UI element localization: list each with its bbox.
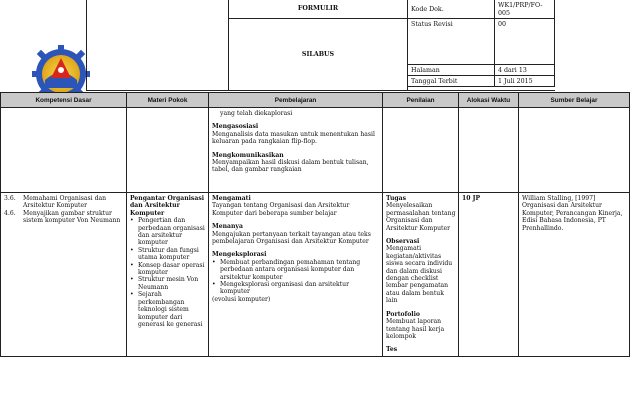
assessment-heading: Tes	[386, 346, 398, 354]
learning-text: Mengajukan pertanyaan terkait tayangan atau teks pembelajaran Organisasi dan Arsitektur Komputer	[212, 230, 371, 246]
table-row	[1, 193, 630, 357]
cell-alokasi: 10 JP	[459, 193, 519, 357]
column-header: Sumber Belajar	[519, 93, 630, 108]
learning-text: Menganalisis data masukan untuk menentukan hasil keluaran pada rangkaian flip-flop.	[212, 130, 375, 146]
cell-materi	[127, 193, 209, 357]
kd-item	[4, 195, 124, 210]
syllabus-table	[0, 92, 630, 357]
learning-text: yang telah diekaplorasi	[220, 110, 293, 117]
table-header-row	[1, 93, 630, 108]
assessment-heading: Observasi	[386, 238, 420, 246]
column-header: Materi Pokok	[127, 93, 209, 108]
learning-text: Menyampaikan hasil diskusi dalam bentuk tulisan, tabel, dan gambar rangkaian	[212, 159, 369, 174]
document-header	[86, 0, 555, 91]
header-value: 00	[495, 19, 555, 65]
header-label: Status Revisi	[408, 19, 495, 65]
header-label: Halaman	[408, 65, 495, 76]
logo-cell	[87, 0, 229, 91]
assessment-heading: Tugas	[386, 195, 407, 202]
kd-number: 3.6.	[4, 195, 16, 202]
list-item: • Membuat perbandingan pemahaman tentang perbedaan antara organisasi komputer dan arsitektur komputer	[212, 259, 380, 281]
column-header: Kompetensi Dasar	[1, 93, 127, 108]
assessment-text: Menyelesaikan permasalahan tentang Organisasi dan Arsitektur Komputer	[386, 202, 456, 232]
learning-text: (evolusi komputer)	[212, 295, 271, 303]
learning-heading: Mengkomunikasikan	[212, 151, 284, 159]
cell-penilaian	[383, 108, 459, 193]
header-label: Kode Dok.	[408, 0, 495, 19]
learning-heading: Mengeksplorasi	[212, 251, 267, 259]
header-value: WK1/PRP/FO-005	[495, 0, 555, 19]
list-item: • Konsep dasar operasi komputer	[130, 262, 206, 277]
materi-list	[130, 217, 206, 328]
assessment-heading: Portofolio	[386, 310, 420, 318]
column-header: Alokasi Waktu	[459, 93, 519, 108]
cell-kd	[1, 108, 127, 193]
header-value: 4 dari 13	[495, 65, 555, 76]
learning-heading: Menanya	[212, 223, 243, 231]
cell-materi	[127, 108, 209, 193]
syllabus-title: SILABUS	[229, 19, 408, 91]
learning-heading: Mengamati	[212, 195, 251, 202]
assessment-text: Mengamati kegiatan/aktivitas siswa secara individu dan dalam diskusi dengan checklist lembar pengamatan atau dalam bentuk lain	[386, 245, 453, 305]
cell-sumber	[519, 108, 630, 193]
header-value: 1 Juli 2015	[495, 76, 555, 87]
list-item: • Struktur mesin Von Neumann	[130, 276, 206, 291]
cell-penilaian	[383, 193, 459, 357]
exploration-list	[212, 259, 380, 296]
header-label: Tanggal Terbit	[408, 76, 495, 87]
cell-kd	[1, 193, 127, 357]
kd-text: Menyajikan gambar struktur sistem komputer Von Neumann	[23, 209, 121, 225]
cell-sumber: William Stalling, [1997] Organisasi dan Arsitektur Komputer, Perancangan Kinerja, Edisi Bahasa Indonesia, PT Prenhallindo.	[519, 193, 630, 357]
learning-text: Tayangan tentang Organisasi dan Arsitektur Komputer dari beberapa sumber belajar	[212, 202, 350, 217]
cell-pembelajaran	[209, 193, 383, 357]
kd-number: 4.6.	[4, 209, 16, 217]
assessment-text: Membuat laporan tentang hasil kerja kelompok	[386, 318, 445, 340]
column-header: Penilaian	[383, 93, 459, 108]
list-item: • Pengertian dan perbedaan organisasi dan arsitektur komputer	[130, 217, 206, 247]
kd-text: Memahami Organisasi dan Arsitektur Komputer	[23, 195, 107, 210]
list-item: • Struktur dan fungsi utama komputer	[130, 247, 206, 262]
learning-heading: Mengasosiasi	[212, 123, 259, 131]
materi-title: Pengantar Organisasi dan Arsitektur Komputer	[130, 195, 205, 217]
list-item: • Sejarah perkembangan teknologi sistem komputer dari generasi ke generasi	[130, 291, 206, 328]
column-header: Pembelajaran	[209, 93, 383, 108]
form-title: FORMULIR	[229, 0, 408, 19]
kd-item	[4, 210, 124, 225]
list-item: • Mengeksplorasi organisasi dan arsitektur komputer	[212, 281, 380, 296]
table-row	[1, 108, 630, 193]
cell-alokasi	[459, 108, 519, 193]
cell-pembelajaran	[209, 108, 383, 193]
